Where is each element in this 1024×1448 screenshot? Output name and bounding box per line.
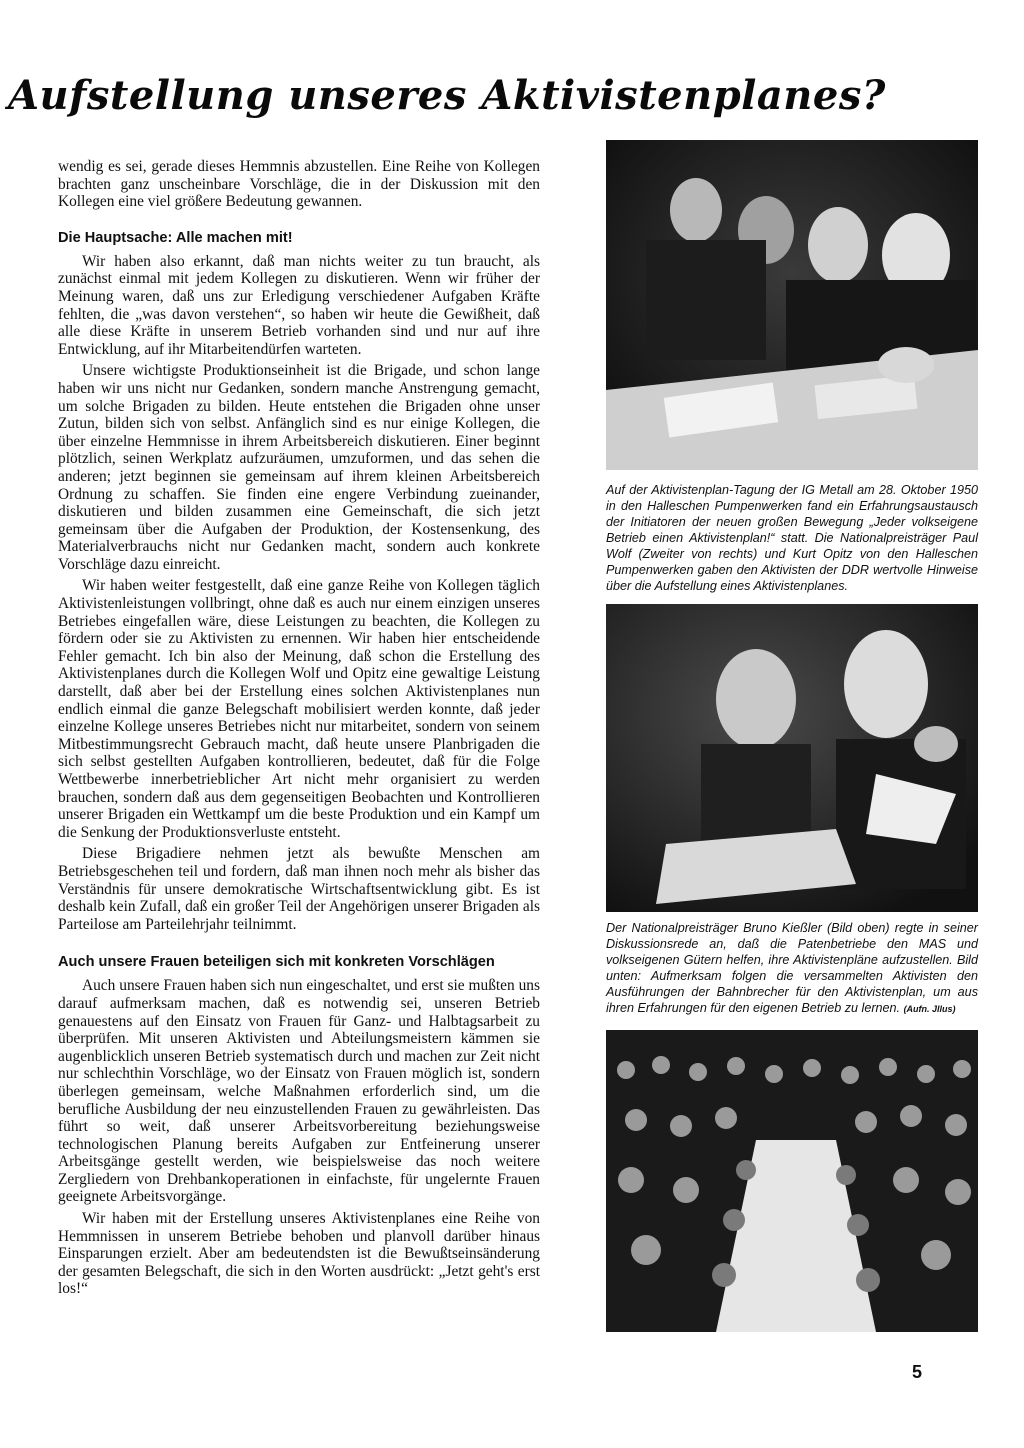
intro-paragraph: wendig es sei, gerade dieses Hemmnis abzustellen. Eine Reihe von Kollegen brachten ganz unscheinbare Vorschläge, die in der Diskussion mit den Kollegen eine viel größere Bedeutung gewannen. [58, 158, 540, 211]
paragraph-5: Auch unsere Frauen haben sich nun eingeschaltet, und erst sie mußten uns darauf aufmerksam machen, daß es notwendig sei, unseren Betrieb genauestens auf den Einsatz von Frauen für Ganz- und Halbtagsarbeit zu überprüfen. Mit unseren Aktivisten und Abteilungsmeistern kämmen sie augenblicklich unseren Betrieb systematisch durch und machen zur Zeit nicht nur schlechthin Vorschläge, wo der Einsatz von Frauen möglich ist, sondern überlegen gemeinsam, welche Maßnahmen erforderlich sind, um die berufliche Ausbildung der neu einzustellenden Frauen zu gewährleisten. Das führt so weit, daß unserer Arbeitsvorbereitung beziehungsweise technologischen Planung bereits Aufgaben zur Entfeinerung unserer Arbeitsgänge gestellt werden, wie beispielsweise das noch weitere Zergliedern von Drehbankoperationen in einfachste, für ungelernte Frauen geeignete Arbeitsvorgänge. [58, 977, 540, 1206]
article-column [58, 158, 540, 1302]
photo-credit: (Aufn. Jllus) [903, 1004, 956, 1014]
paragraph-3: Wir haben weiter festgestellt, daß eine ganze Reihe von Kollegen täglich Aktivistenleistungen vollbringt, ohne daß es auch nur einem einzigen unseres Betriebes eingefallen wäre, diese Leistungen zu beachten, die Kollegen zu fördern oder sie zu Aktivisten zu ernennen. Wir haben hier entscheidende Fehler gemacht. Ich bin also der Meinung, daß schon die Erstellung des Aktivistenplanes durch die Kollegen Wolf und Opitz eine gewaltige Leistung darstellt, daß aber bei der Erstellung eines solchen Aktivistenplanes nun endlich einmal die ganze Belegschaft mobilisiert werden konnte, daß jeder einzelne Kollege unseres Betriebes nicht nur mitarbeitet, sondern von seinem Mitbestimmungsrecht Gebrauch macht, daß heute unsere Planbrigaden die sich selbst gestellten Aufgaben kontrollieren, bedeutet, daß für die Folge Wettbewerbe innerbetrieblicher Art nicht mehr organisiert zu werden brauchen, sondern daß aus dem gegenseitigen Beobachten und Kontrollieren unserer Brigaden ein Wettkampf um die beste Produktion und ein Kampf um die Senkung der Produktionsverluste entsteht. [58, 577, 540, 841]
headline: Aufstellung unseres Aktivistenplanes? [8, 72, 886, 119]
paragraph-1: Wir haben also erkannt, daß man nichts weiter zu tun braucht, als zunächst einmal mit jedem Kollegen zu diskutieren. Wenn wir früher der Meinung waren, daß uns zur Erledigung verschiedener Aufgaben Kräfte fehlten, die „was davon verstehen“, so haben wir heute die Gewißheit, daß alle diese Kräfte in unserem Betrieb vorhanden sind und nur auf ihre Entwicklung, auf ihr Mitarbeitendürfen warteten. [58, 252, 540, 358]
photo-conference-table [606, 140, 978, 470]
caption-photo1: Auf der Aktivistenplan-Tagung der IG Metall am 28. Oktober 1950 in den Halleschen Pumpenwerken fand ein Erfahrungsaustausch der Initiatoren der neuen großen Bewegung „Jeder volkseigene Betrieb einen Aktivistenplan!“ statt. Die Nationalpreisträger Paul Wolf (Zweiter von rechts) und Kurt Opitz von den Halleschen Pumpenwerken gaben den Aktivisten der DDR wertvolle Hinweise über die Aufstellung eines Aktivistenplanes. [606, 483, 978, 593]
paragraph-4: Diese Brigadiere nehmen jetzt als bewußte Menschen am Betriebsgeschehen teil und fordern, daß man ihnen noch mehr als bisher das Verständnis für unsere demokratische Wirtschaftsentwicklung gibt. Es ist deshalb kein Zufall, daß ein großer Teil der Angehörigen unserer Brigaden als Parteilose am Parteilehrjahr teilnimmt. [58, 845, 540, 933]
photo-two-men-reading [606, 604, 978, 912]
photo-audience [606, 1030, 978, 1332]
page-number: 5 [912, 1362, 923, 1382]
paragraph-2: Unsere wichtigste Produktionseinheit ist die Brigade, und schon lange haben wir uns nicht nur Gedanken, sondern manche Anstrengung gemacht, um solche Brigaden zu bilden. Heute entstehen die Brigaden ohne unser Zutun, bilden sich von selbst. Anfänglich sind es nur einige Kollegen, die über einzelne Hemmnisse in ihrem Arbeitsbereich diskutieren. Einer beginnt plötzlich, seinen Werkplatz aufzuräumen, umzuformen, und das sehen die anderen; jetzt beginnen sie gemeinsam auf ihrem kleinen Arbeitsbereich Ordnung zu schaffen. Sie finden eine engere Verbindung zueinander, diskutieren und bilden zusammen eine Gemeinschaft, die sich jetzt gemeinsam über die Aufgaben der Produktion, der Kostensenkung, des Materialverbrauchs nicht nur Gedanken macht, sondern auch konkrete Vorschläge dazu einreicht. [58, 362, 540, 573]
section-heading-women: Auch unsere Frauen beteiligen sich mit konkreten Vorschlägen [58, 954, 495, 971]
caption-photo2-3 [606, 920, 978, 1017]
caption-photo2-3-text: Der Nationalpreisträger Bruno Kießler (Bild oben) regte in seiner Diskussionsrede an, daß die Patenbetriebe den MAS und volkseigenen Gütern helfen, ihre Aktivistenpläne aufzustellen. Bild unten: Aufmerksam folgen die versammelten Aktivisten den Ausführungen der Bahnbrecher für den Aktivistenplan, um aus ihren Erfahrungen für den eigenen Betrieb zu lernen. [606, 921, 978, 1015]
section-heading-main: Die Hauptsache: Alle machen mit! [58, 229, 293, 246]
paragraph-6: Wir haben mit der Erstellung unseres Aktivistenplanes eine Reihe von Hemmnissen in unserem Betriebe behoben und planvoll darüber hinaus Einsparungen erzielt. Aber am bedeutendsten ist die Bewußtseinsänderung der gesamten Belegschaft, die sich in den Worten ausdrückt: „Jetzt geht's erst los!“ [58, 1210, 540, 1298]
